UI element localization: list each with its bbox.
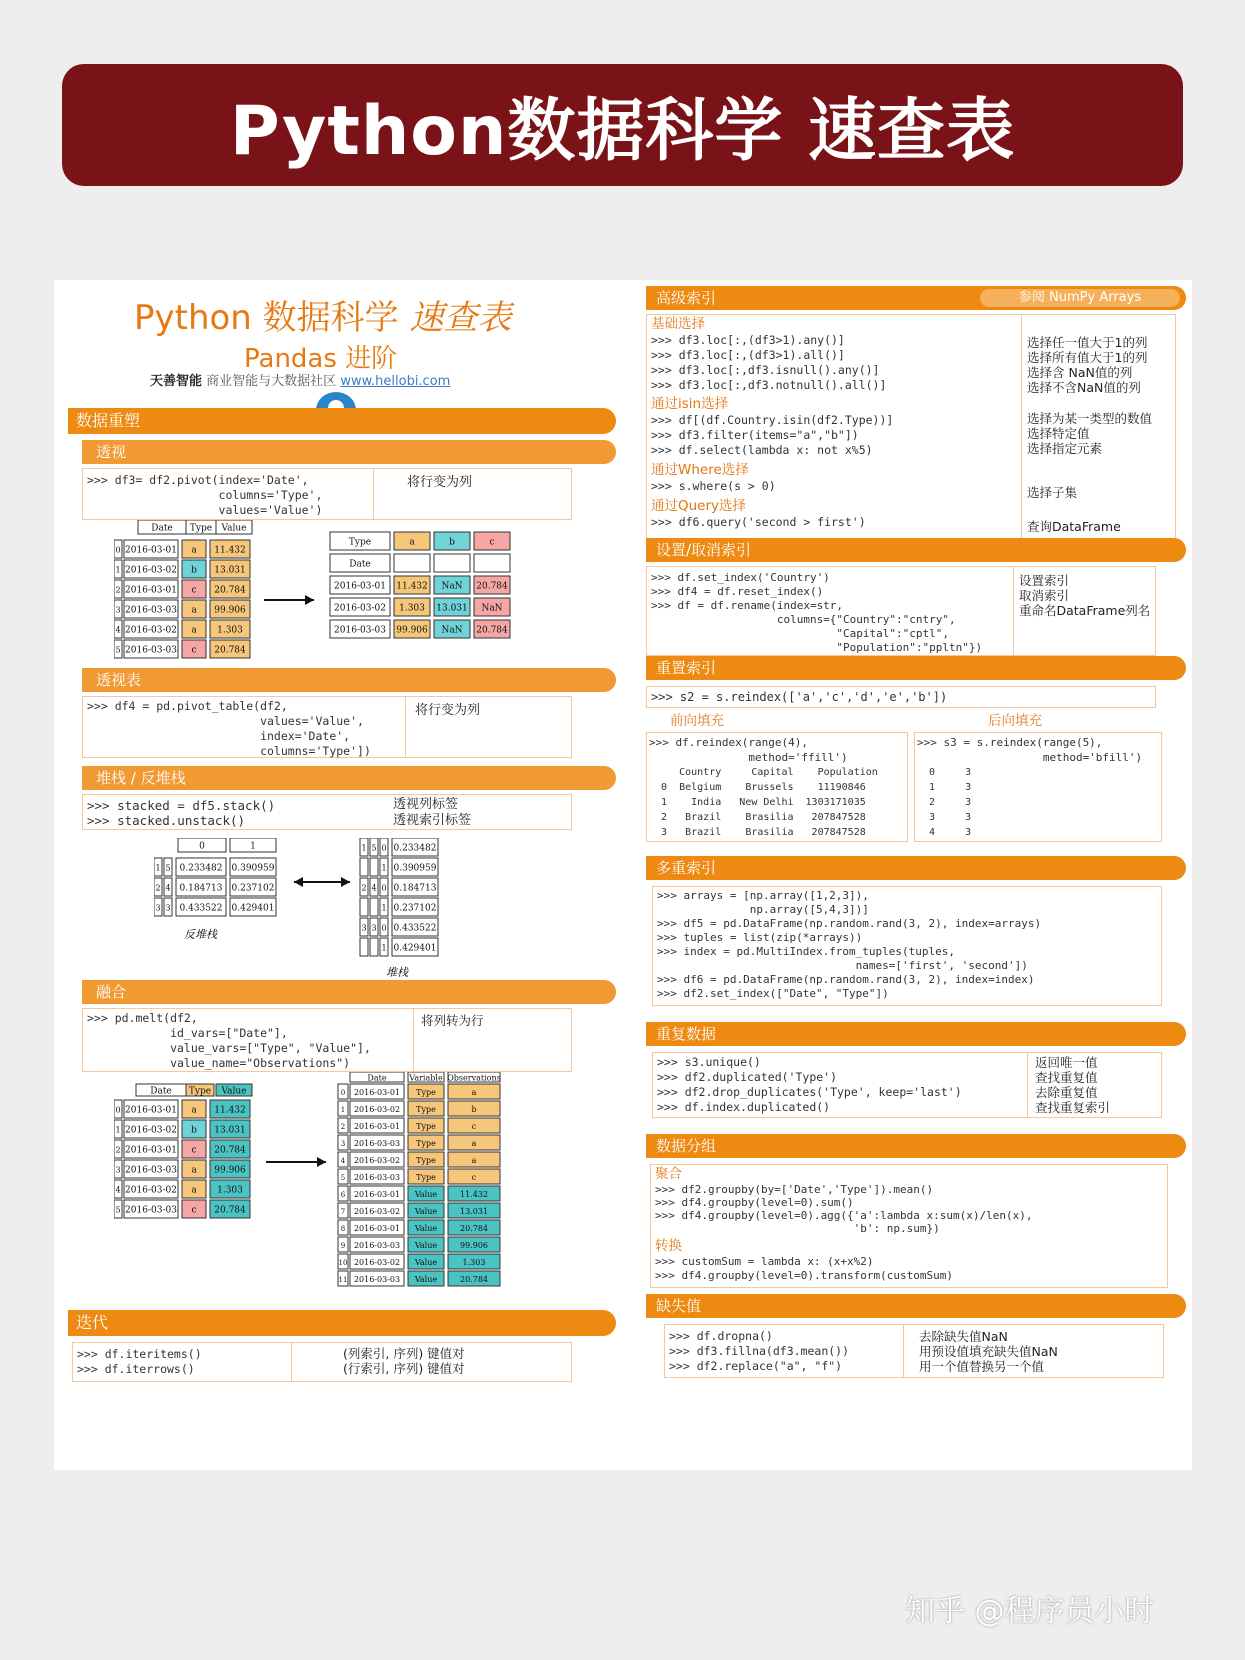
- duplicates-section: [646, 1022, 1186, 1118]
- missing-desc-3: 用一个值替换另一个值: [919, 1359, 1045, 1374]
- src-type-text: a: [191, 605, 197, 616]
- melt-index-text: 0: [340, 1089, 346, 1097]
- src-value-text: 1.303: [217, 625, 243, 636]
- src-index-text: 4: [115, 625, 121, 635]
- set-index-desc-2: 取消索引: [1019, 588, 1070, 603]
- melt-date-text: 2016-03-02: [353, 1105, 401, 1114]
- melt-variable-text: Type: [416, 1156, 436, 1165]
- melt-observation-text: b: [471, 1105, 477, 1114]
- stack-arrow-head: [341, 877, 350, 887]
- reindex-header: 重置索引: [646, 656, 1186, 680]
- unstack-i1-text: 3: [165, 903, 171, 913]
- pivot-blank-cell: [394, 554, 430, 572]
- stack-i0-text: 1: [361, 843, 367, 853]
- duplicates-header: 重复数据: [646, 1022, 1186, 1046]
- banner-title: Python数据科学 速查表: [229, 91, 1016, 171]
- melt-src-date-text: 2016-03-01: [125, 1145, 177, 1156]
- pivot-date-text: 2016-03-02: [334, 603, 386, 614]
- stack-value-text: 0.184713: [393, 883, 437, 894]
- bfill-box: [914, 732, 1162, 842]
- where-code: >>> s.where(s > 0): [651, 479, 776, 493]
- pivot-value-text: 11.432: [396, 581, 428, 592]
- missing-box: [664, 1324, 1164, 1378]
- melt-src-header-text: Type: [188, 1086, 212, 1097]
- duplicates-desc-3: 去除重复值: [1035, 1085, 1098, 1100]
- pivot-col-text: c: [489, 537, 495, 548]
- unstack-i0-text: 1: [155, 863, 161, 873]
- duplicates-code: >>> s3.unique() >>> df2.duplicated('Type') >>> df2.drop_duplicates('Type', keep='last') >>> df.index.duplicated(): [657, 1055, 962, 1114]
- melt-variable-text: Value: [414, 1241, 438, 1250]
- src-header-text: Type: [189, 523, 213, 534]
- melt-header-text: Variable: [409, 1073, 443, 1083]
- adv-index-section: [646, 286, 1186, 546]
- melt-src-date-text: 2016-03-01: [125, 1105, 177, 1116]
- src-type-text: b: [191, 565, 197, 576]
- pivot-desc: 将行变为列: [407, 475, 473, 490]
- melt-date-text: 2016-03-02: [353, 1258, 401, 1267]
- stack-i1-cell: [370, 858, 378, 876]
- org-name: 天善智能: [150, 374, 203, 389]
- melt-src-date-text: 2016-03-03: [125, 1165, 177, 1176]
- melt-src-index-text: 2: [115, 1145, 121, 1155]
- query-label: 通过Query选择: [651, 498, 747, 514]
- melt-variable-text: Type: [416, 1139, 436, 1148]
- src-date-text: 2016-03-02: [125, 565, 177, 576]
- melt-src-type-text: a: [191, 1165, 197, 1176]
- melt-src-index-text: 1: [115, 1125, 121, 1135]
- query-desc: 查询DataFrame: [1027, 519, 1121, 534]
- where-desc: 选择子集: [1027, 485, 1078, 500]
- src-header-text: Date: [151, 523, 173, 534]
- melt-index-text: 8: [340, 1225, 346, 1233]
- missing-desc-1: 去除缺失值NaN: [919, 1329, 1008, 1344]
- pivot-col-text: a: [409, 537, 415, 548]
- melt-src-date-text: 2016-03-03: [125, 1205, 177, 1216]
- melt-src-date-text: 2016-03-02: [125, 1185, 177, 1196]
- src-type-text: a: [191, 625, 197, 636]
- unstack-i0-text: 2: [155, 883, 161, 893]
- unstack-label: 反堆栈: [184, 928, 217, 941]
- melt-variable-text: Value: [414, 1190, 438, 1199]
- melt-index-text: 3: [340, 1140, 346, 1148]
- divider: [405, 697, 406, 757]
- multi-index-box: [652, 886, 1162, 1006]
- missing-header: 缺失值: [646, 1294, 1186, 1318]
- melt-src-index-text: 0: [115, 1105, 121, 1115]
- melt-observation-text: 20.784: [460, 1275, 488, 1284]
- pivot-value-text: NaN: [441, 625, 463, 636]
- unstack-i0-text: 3: [155, 903, 161, 913]
- melt-index-text: 5: [340, 1174, 346, 1182]
- stack-i1-text: 3: [371, 923, 377, 933]
- melt-observation-text: 99.906: [460, 1241, 488, 1250]
- multi-index-code: >>> arrays = [np.array([1,2,3]), np.array([5,4,3])] >>> df5 = pd.DataFrame(np.random.rand(3, 2), index=arrays) >>> tuples = list(zip(*arrays)) >>> index = pd.MultiIndex.from_tuples(tuples, names=['first', 'second']) >>> df6 = pd.DataFrame(np.random.rand(3, 2), index=index) >>> df2.set_index(["Date", "Type"]): [657, 889, 1042, 1000]
- pivot-section: [68, 440, 616, 520]
- numpy-link[interactable]: 参阅 NumPy Arrays: [980, 289, 1180, 307]
- divider: [1027, 1053, 1028, 1117]
- melt-index-text: 4: [340, 1157, 346, 1165]
- melt-src-type-text: c: [191, 1145, 197, 1156]
- reindex-code: >>> s2 = s.reindex(['a','c','d','e','b']): [651, 690, 948, 704]
- groupby-header: 数据分组: [646, 1134, 1186, 1158]
- reshape-header: 数据重塑: [68, 408, 616, 434]
- set-index-section: [646, 538, 1186, 656]
- unstack-v1-text: 0.390959: [231, 863, 275, 874]
- divider: [1013, 567, 1014, 655]
- isin-label: 通过isin选择: [651, 396, 729, 412]
- duplicates-desc-2: 查找重复值: [1035, 1070, 1098, 1085]
- melt-src-value-text: 1.303: [217, 1185, 243, 1196]
- reshape-section: [68, 408, 616, 434]
- sheet-subtitle: Pandas 进阶: [244, 344, 398, 374]
- set-index-code: >>> df.set_index('Country') >>> df4 = df.reset_index() >>> df = df.rename(index=str, columns={"Country":"cntry", "Capital":"cptl", "Population":"ppltn"}): [651, 571, 983, 654]
- basic-select-desc-4: 选择不含NaN值的列: [1027, 380, 1141, 395]
- melt-src-type-text: a: [191, 1185, 197, 1196]
- unstack-v1-text: 0.237102: [231, 883, 275, 894]
- melt-desc: 将列转为行: [421, 1013, 484, 1028]
- src-value-text: 20.784: [214, 645, 246, 656]
- pivot-arrow-head: [305, 595, 314, 605]
- pivot-date-text: 2016-03-03: [334, 625, 386, 636]
- melt-src-type-text: a: [191, 1105, 197, 1116]
- melt-observation-text: a: [471, 1156, 477, 1165]
- unstack-v1-text: 0.429401: [231, 903, 275, 914]
- adv-index-box: [646, 314, 1176, 546]
- bfill-label: 后向填充: [988, 713, 1042, 729]
- multi-index-header: 多重索引: [646, 856, 1186, 880]
- melt-date-text: 2016-03-03: [353, 1139, 401, 1148]
- src-type-text: c: [191, 645, 197, 656]
- set-index-desc-1: 设置索引: [1019, 573, 1070, 588]
- pivot-table-section: [68, 668, 616, 758]
- pivot-header: 透视: [82, 440, 616, 464]
- set-index-desc-3: 重命名DataFrame列名: [1019, 603, 1151, 618]
- melt-src-value-text: 20.784: [214, 1145, 246, 1156]
- melt-observation-text: 20.784: [460, 1224, 488, 1233]
- melt-src-value-text: 13.031: [214, 1125, 246, 1136]
- melt-src-index-text: 4: [115, 1185, 121, 1195]
- missing-desc-2: 用预设值填充缺失值NaN: [919, 1344, 1058, 1359]
- missing-code: >>> df.dropna() >>> df3.fillna(df3.mean()) >>> df2.replace("a", "f"): [669, 1329, 850, 1373]
- pivot-value-text: 13.031: [436, 603, 468, 614]
- org-url[interactable]: www.hellobi.com: [340, 374, 451, 389]
- stack-header: 堆栈 / 反堆栈: [82, 766, 616, 790]
- src-date-text: 2016-03-02: [125, 625, 177, 636]
- stack-i1-cell: [370, 898, 378, 916]
- stack-code: >>> stacked = df5.stack() >>> stacked.unstack(): [87, 798, 276, 828]
- isin-desc-1: 选择为某一类型的数值: [1027, 411, 1153, 426]
- stack-arrow-head: [294, 877, 303, 887]
- melt-index-text: 1: [340, 1106, 346, 1114]
- pivot-value-text: 20.784: [476, 625, 508, 636]
- stack-i2-text: 0: [381, 883, 387, 893]
- pivot-blank-cell: [474, 554, 510, 572]
- src-index-text: 3: [115, 605, 121, 615]
- org-tag: 商业智能与大数据社区: [206, 374, 337, 389]
- duplicates-desc-4: 查找重复索引: [1035, 1100, 1111, 1115]
- melt-src-date-text: 2016-03-02: [125, 1125, 177, 1136]
- pivot-blank-cell: [434, 554, 470, 572]
- pivot-table-code: >>> df4 = pd.pivot_table(df2, values='Value', index='Date', columns='Type']): [87, 699, 371, 758]
- src-value-text: 13.031: [214, 565, 246, 576]
- pivot-box: [82, 468, 572, 520]
- melt-date-text: 2016-03-01: [353, 1224, 401, 1233]
- basic-select-desc-1: 选择任一值大于1的列: [1027, 335, 1148, 350]
- sheet-title: [134, 290, 511, 339]
- groupby-section: [646, 1134, 1186, 1288]
- src-index-text: 1: [115, 565, 121, 575]
- stack-value-text: 0.390959: [393, 863, 437, 874]
- sheet-title-a: Python 数据科学: [134, 298, 410, 338]
- sheet-title-b: 速查表: [409, 298, 512, 338]
- ffill-label: 前向填充: [670, 713, 724, 729]
- pivot-table-box: [82, 696, 572, 758]
- melt-src-value-text: 11.432: [214, 1105, 246, 1116]
- melt-src-value-text: 99.906: [214, 1165, 246, 1176]
- isin-code: >>> df[(df.Country.isin(df2.Type))] >>> df3.filter(items="a","b"]) >>> df.select(lambda x: not x%5): [651, 413, 894, 457]
- basic-select-code: >>> df3.loc[:,(df3>1).any()] >>> df3.loc[:,(df3>1).all()] >>> df3.loc[:,df3.isnull().any()] >>> df3.loc[:,df3.notnull().all()]: [651, 333, 887, 392]
- melt-code: >>> pd.melt(df2, id_vars=["Date"], value_vars=["Type", "Value"], value_name="Observations"): [87, 1011, 371, 1070]
- pivot-value-text: 99.906: [396, 625, 428, 636]
- melt-variable-text: Type: [416, 1122, 436, 1131]
- pivot-col-text: b: [449, 537, 455, 548]
- melt-src-index-text: 5: [115, 1205, 121, 1215]
- melt-date-text: 2016-03-03: [353, 1173, 401, 1182]
- src-date-text: 2016-03-01: [125, 545, 177, 556]
- basic-select-desc-2: 选择所有值大于1的列: [1027, 350, 1148, 365]
- unstack-v0-text: 0.184713: [179, 883, 223, 894]
- melt-variable-text: Value: [414, 1258, 438, 1267]
- stack-box: [82, 794, 572, 830]
- set-index-box: [646, 566, 1156, 656]
- src-date-text: 2016-03-03: [125, 605, 177, 616]
- adv-index-title: 高级索引: [656, 289, 717, 307]
- melt-header-text: Date: [367, 1073, 387, 1083]
- stack-i2-text: 1: [381, 903, 387, 913]
- iter-header: 迭代: [68, 1310, 616, 1336]
- stack-i1-text: 5: [371, 843, 377, 853]
- transform-label: 转换: [655, 1238, 682, 1254]
- stack-i0-cell: [360, 938, 368, 956]
- pivot-value-text: NaN: [441, 581, 463, 592]
- unstack-v0-text: 0.433522: [179, 903, 223, 914]
- melt-index-text: 7: [340, 1208, 346, 1216]
- transform-code: >>> customSum = lambda x: (x+x%2) >>> df4.groupby(level=0).transform(customSum): [655, 1255, 954, 1282]
- pivot-code: >>> df3= df2.pivot(index='Date', columns='Type', values='Value'): [87, 473, 323, 517]
- aggregate-code: >>> df2.groupby(by=['Date','Type']).mean() >>> df4.groupby(level=0).sum() >>> df4.groupby(level=0).agg({'a':lambda x:sum(x)/len(x), 'b': np.sum}): [655, 1183, 1033, 1235]
- stack-value-text: 0.433522: [393, 923, 437, 934]
- melt-date-text: 2016-03-01: [353, 1088, 401, 1097]
- unstack-i1-text: 4: [165, 883, 171, 893]
- set-index-header: 设置/取消索引: [646, 538, 1186, 562]
- melt-src-header-text: Date: [150, 1086, 172, 1097]
- melt-src-index-text: 3: [115, 1165, 121, 1175]
- melt-variable-text: Type: [416, 1173, 436, 1182]
- src-value-text: 11.432: [214, 545, 246, 556]
- melt-src-value-text: 20.784: [214, 1205, 246, 1216]
- pivot-table-desc: 将行变为列: [415, 703, 481, 718]
- melt-observation-text: a: [471, 1139, 477, 1148]
- stack-value-text: 0.237102: [393, 903, 437, 914]
- unstack-header-text: 1: [250, 841, 256, 852]
- melt-variable-text: Value: [414, 1275, 438, 1284]
- stack-value-text: 0.233482: [393, 843, 437, 854]
- cheat-sheet: [54, 280, 1192, 1470]
- src-value-text: 20.784: [214, 585, 246, 596]
- iter-code: >>> df.iteritems() >>> df.iterrows(): [77, 1347, 202, 1376]
- stack-i0-text: 3: [361, 923, 367, 933]
- melt-src-type-text: c: [191, 1205, 197, 1216]
- basic-select-desc-3: 选择含 NaN值的列: [1027, 365, 1133, 380]
- ffill-table: Country Capital Population 0 Belgium Brussels 11190846 1 India New Delhi 1303171035 2 Brazil Brasilia 207847528 3 Brazil Brasilia 207847528: [661, 767, 878, 838]
- melt-index-text: 6: [340, 1191, 346, 1199]
- stack-i2-text: 0: [381, 923, 387, 933]
- melt-date-text: 2016-03-03: [353, 1275, 401, 1284]
- stack-i1-text: 4: [371, 883, 377, 893]
- bfill-table: 0 3 1 3 2 3 3 3 4 3: [929, 767, 972, 838]
- adv-index-header: [646, 286, 1186, 310]
- src-type-text: a: [191, 545, 197, 556]
- isin-desc-3: 选择指定元素: [1027, 441, 1103, 456]
- melt-observation-text: 1.303: [462, 1258, 486, 1267]
- pivot-date-text: 2016-03-01: [334, 581, 386, 592]
- melt-diagram: [114, 1072, 564, 1302]
- stack-i2-text: 1: [381, 863, 387, 873]
- bfill-code: >>> s3 = s.reindex(range(5), method='bfill'): [917, 736, 1143, 764]
- melt-variable-text: Value: [414, 1207, 438, 1216]
- stack-value-text: 0.429401: [393, 943, 437, 954]
- stack-i0-cell: [360, 858, 368, 876]
- stack-i2-text: 1: [381, 943, 387, 953]
- pivot-value-text: 1.303: [399, 603, 425, 614]
- melt-arrow-head: [317, 1157, 326, 1167]
- melt-date-text: 2016-03-03: [353, 1241, 401, 1250]
- stack-desc-2: 透视索引标签: [393, 813, 472, 828]
- reindex-box: [646, 686, 1156, 708]
- stack-i0-text: 2: [361, 883, 367, 893]
- pivot-value-text: NaN: [481, 603, 503, 614]
- src-value-text: 99.906: [214, 605, 246, 616]
- query-code: >>> df6.query('second > first'): [651, 515, 866, 529]
- iter-desc-2: (行索引, 序列) 键值对: [343, 1361, 465, 1376]
- melt-date-text: 2016-03-02: [353, 1156, 401, 1165]
- pivot-table-header: 透视表: [82, 668, 616, 692]
- melt-observation-text: a: [471, 1088, 477, 1097]
- divider: [903, 1325, 904, 1377]
- melt-header: 融合: [82, 980, 616, 1004]
- src-index-text: 2: [115, 585, 121, 595]
- iter-desc-1: (列索引, 序列) 键值对: [343, 1346, 465, 1361]
- melt-index-text: 10: [338, 1259, 348, 1267]
- melt-index-text: 11: [338, 1276, 348, 1284]
- top-banner: [62, 64, 1183, 186]
- melt-date-text: 2016-03-02: [353, 1207, 401, 1216]
- divider: [373, 469, 374, 519]
- ffill-box: [646, 732, 908, 842]
- pivot-header-text: Type: [348, 537, 372, 548]
- duplicates-box: [652, 1052, 1162, 1118]
- stack-diagram: [154, 838, 554, 984]
- melt-observation-text: c: [471, 1173, 477, 1182]
- stack-i2-text: 0: [381, 843, 387, 853]
- pivot-index-name-text: Date: [349, 559, 371, 570]
- reindex-section: [646, 656, 1186, 838]
- divider: [1021, 315, 1022, 545]
- watermark: 知乎 @程序员小时: [905, 1594, 1155, 1629]
- melt-index-text: 9: [340, 1242, 346, 1250]
- stack-i1-cell: [370, 938, 378, 956]
- melt-variable-text: Value: [414, 1224, 438, 1233]
- divider: [413, 1009, 414, 1071]
- src-type-text: c: [191, 585, 197, 596]
- unstack-v0-text: 0.233482: [179, 863, 223, 874]
- melt-observation-text: 13.031: [460, 1207, 488, 1216]
- melt-src-type-text: b: [191, 1125, 197, 1136]
- isin-desc-2: 选择特定值: [1027, 426, 1090, 441]
- melt-index-text: 2: [340, 1123, 346, 1131]
- melt-section: [68, 980, 616, 1072]
- melt-variable-text: Type: [416, 1105, 436, 1114]
- melt-date-text: 2016-03-01: [353, 1190, 401, 1199]
- melt-src-header-text: Value: [221, 1086, 247, 1097]
- src-index-text: 5: [115, 645, 121, 655]
- melt-box: [82, 1008, 572, 1072]
- multi-index-section: [646, 856, 1186, 1006]
- iter-section: [54, 1310, 616, 1382]
- stack-label: 堆栈: [386, 966, 408, 979]
- src-header-text: Value: [221, 523, 247, 534]
- stack-section: [68, 766, 616, 830]
- src-index-text: 0: [115, 545, 121, 555]
- groupby-box: [650, 1164, 1168, 1288]
- divider: [291, 1343, 292, 1381]
- basic-select-label: 基础选择: [651, 316, 705, 332]
- melt-header-text: Observations: [447, 1073, 501, 1083]
- unstack-i1-text: 5: [165, 863, 171, 873]
- src-date-text: 2016-03-01: [125, 585, 177, 596]
- melt-observation-text: c: [471, 1122, 477, 1131]
- melt-observation-text: 11.432: [460, 1190, 488, 1199]
- pivot-diagram: [114, 520, 554, 664]
- missing-section: [646, 1294, 1186, 1378]
- duplicates-desc-1: 返回唯一值: [1035, 1055, 1098, 1070]
- unstack-header-text: 0: [199, 841, 205, 852]
- melt-variable-text: Type: [416, 1088, 436, 1097]
- iter-box: [72, 1342, 572, 1382]
- stack-desc-1: 透视列标签: [393, 797, 459, 812]
- where-label: 通过Where选择: [651, 462, 749, 478]
- pivot-value-text: 20.784: [476, 581, 508, 592]
- org-line: [150, 370, 450, 389]
- src-date-text: 2016-03-03: [125, 645, 177, 656]
- ffill-code: >>> df.reindex(range(4), method='ffill'): [649, 736, 848, 764]
- melt-date-text: 2016-03-01: [353, 1122, 401, 1131]
- stack-i0-cell: [360, 898, 368, 916]
- aggregate-label: 聚合: [655, 1166, 682, 1182]
